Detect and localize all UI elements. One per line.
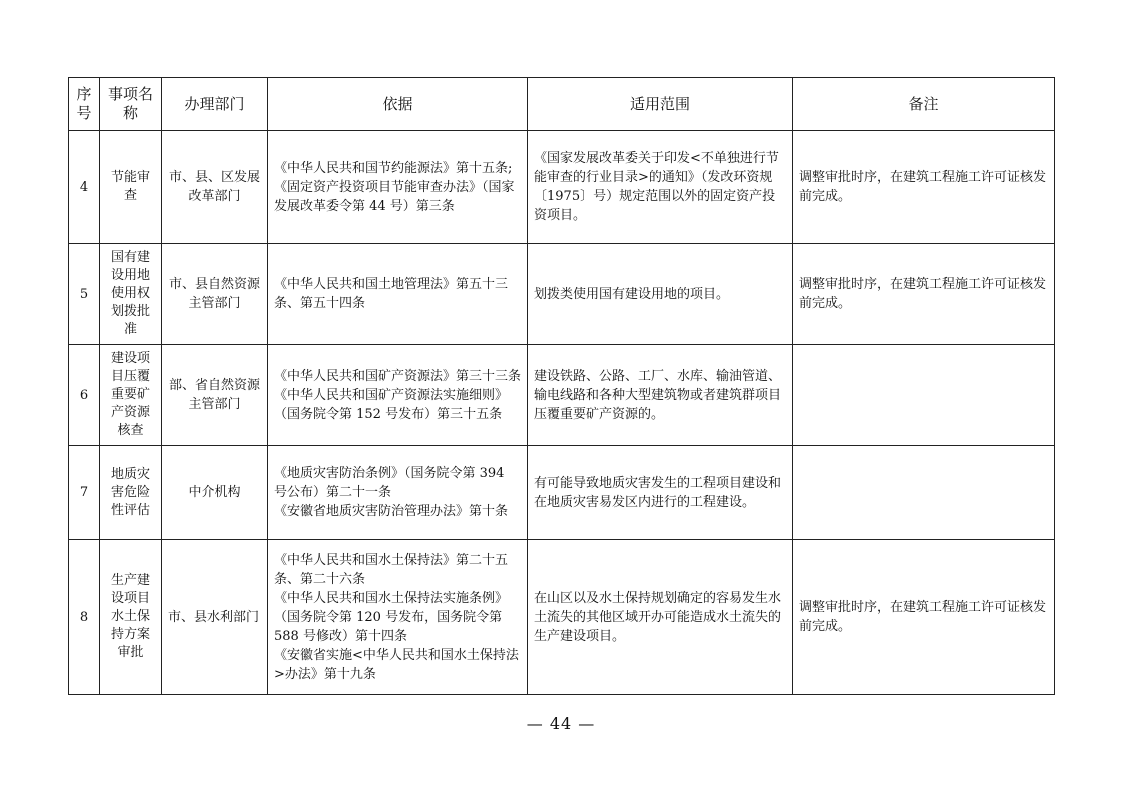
cell-note: 调整审批时序，在建筑工程施工许可证核发前完成。 <box>793 244 1055 345</box>
cell-dept: 部、省自然资源主管部门 <box>162 345 268 446</box>
cell-scope: 在山区以及水土保持规划确定的容易发生水土流失的其他区域开办可能造成水土流失的生产建设项目。 <box>528 540 793 695</box>
cell-name: 节能审查 <box>100 131 162 244</box>
cell-scope: 《国家发展改革委关于印发<不单独进行节能审查的行业目录>的通知》（发改环资规〔1975〕号）规定范围以外的固定资产投资项目。 <box>528 131 793 244</box>
header-note: 备注 <box>793 78 1055 131</box>
header-no: 序号 <box>69 78 100 131</box>
cell-name: 生产建设项目水土保持方案审批 <box>100 540 162 695</box>
cell-basis: 《中华人民共和国矿产资源法》第三十三条 《中华人民共和国矿产资源法实施细则》（国务院令第 152 号发布）第三十五条 <box>268 345 528 446</box>
table-row <box>69 446 1055 540</box>
cell-basis: 《地质灾害防治条例》（国务院令第 394 号公布）第二十一条 《安徽省地质灾害防治管理办法》第十条 <box>268 446 528 540</box>
cell-scope: 建设铁路、公路、工厂、水库、输油管道、输电线路和各种大型建筑物或者建筑群项目压覆重要矿产资源的。 <box>528 345 793 446</box>
cell-note: 调整审批时序，在建筑工程施工许可证核发前完成。 <box>793 540 1055 695</box>
cell-dept: 中介机构 <box>162 446 268 540</box>
header-name: 事项名称 <box>100 78 162 131</box>
cell-note <box>793 446 1055 540</box>
cell-no: 6 <box>69 345 100 446</box>
cell-note: 调整审批时序，在建筑工程施工许可证核发前完成。 <box>793 131 1055 244</box>
cell-dept: 市、县、区发展改革部门 <box>162 131 268 244</box>
cell-scope: 划拨类使用国有建设用地的项目。 <box>528 244 793 345</box>
cell-no: 7 <box>69 446 100 540</box>
cell-basis: 《中华人民共和国水土保持法》第二十五条、第二十六条 《中华人民共和国水土保持法实施条例》（国务院令第 120 号发布，国务院令第 588 号修改）第十四条 《安徽省实施<中华人民共和国水土保持法>办法》第十九条 <box>268 540 528 695</box>
table-row <box>69 345 1055 446</box>
table-row <box>69 131 1055 244</box>
cell-basis: 《中华人民共和国土地管理法》第五十三条、第五十四条 <box>268 244 528 345</box>
cell-scope: 有可能导致地质灾害发生的工程项目建设和在地质灾害易发区内进行的工程建设。 <box>528 446 793 540</box>
cell-no: 4 <box>69 131 100 244</box>
cell-basis: 《中华人民共和国节约能源法》第十五条; 《固定资产投资项目节能审查办法》（国家发展改革委令第 44 号）第三条 <box>268 131 528 244</box>
table-row <box>69 540 1055 695</box>
cell-dept: 市、县水利部门 <box>162 540 268 695</box>
header-dept: 办理部门 <box>162 78 268 131</box>
cell-note <box>793 345 1055 446</box>
cell-name: 国有建设用地使用权划拨批准 <box>100 244 162 345</box>
cell-name: 建设项目压覆重要矿产资源核查 <box>100 345 162 446</box>
page-number: — 44 — <box>526 714 596 733</box>
cell-name: 地质灾害危险性评估 <box>100 446 162 540</box>
approval-items-table <box>68 77 1055 695</box>
cell-no: 5 <box>69 244 100 345</box>
table-header-row <box>69 78 1055 131</box>
cell-dept: 市、县自然资源主管部门 <box>162 244 268 345</box>
header-scope: 适用范围 <box>528 78 793 131</box>
header-basis: 依据 <box>268 78 528 131</box>
cell-no: 8 <box>69 540 100 695</box>
table-row <box>69 244 1055 345</box>
